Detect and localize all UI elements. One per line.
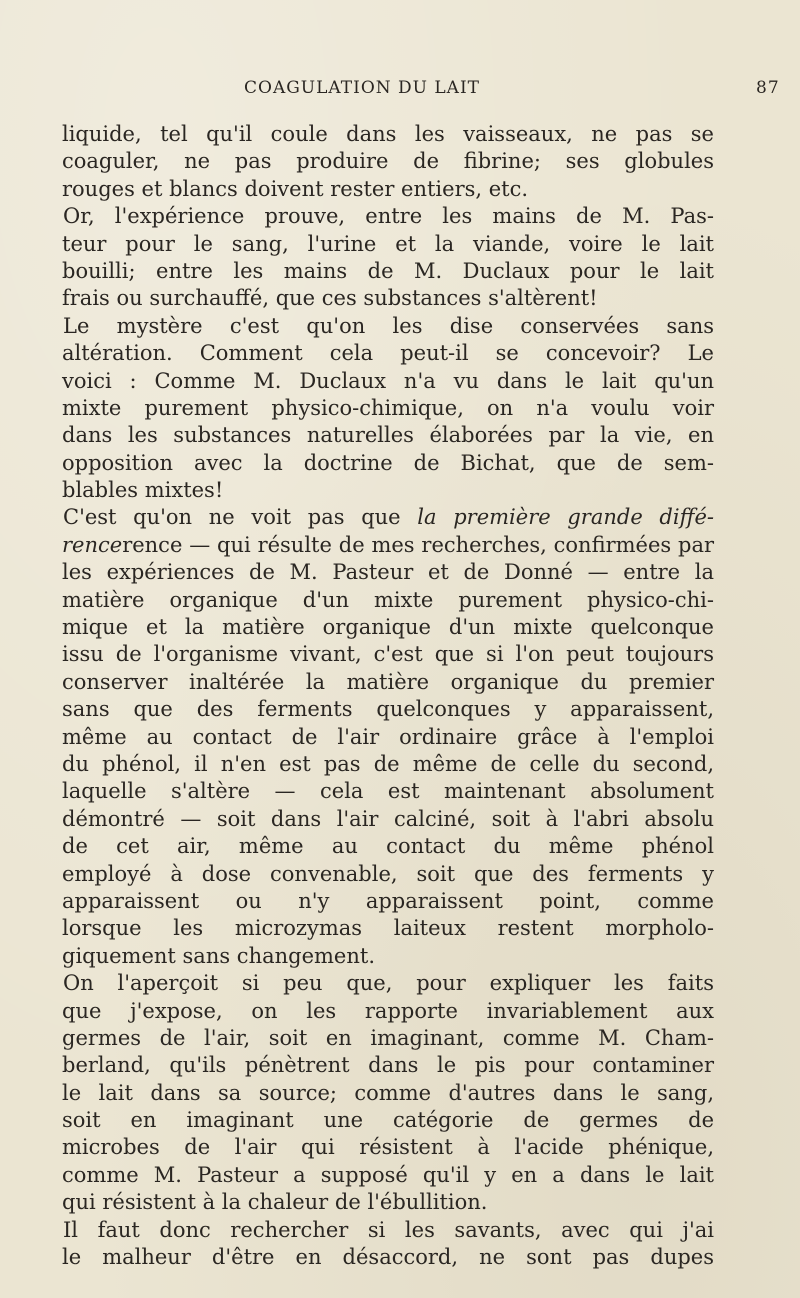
running-head-title: COAGULATION DU LAIT [244, 78, 481, 98]
italic-phrase: la première grande diffé- [417, 505, 714, 530]
page-number: 87 [756, 78, 780, 98]
text-line: coaguler, ne pas produire de fibrine; ses globules [62, 149, 714, 174]
text-line-with-italic [62, 504, 714, 531]
text-line: du phénol, il n'en est pas de même de celle du second, [62, 751, 714, 776]
text-line: apparaissent ou n'y apparaissent point, comme [62, 888, 714, 913]
text-line: bouilli; entre les mains de M. Duclaux pour le lait [62, 258, 714, 283]
text-line: comme M. Pasteur a supposé qu'il y en a dans le lait [62, 1162, 714, 1187]
text-line: berland, qu'ils pénètrent dans le pis pour contaminer [62, 1053, 714, 1078]
text-line: frais ou surchauffé, que ces substances s'altèrent! [62, 286, 598, 311]
text-line: Or, l'expérience prouve, entre les mains de M. Pas- [63, 204, 714, 229]
text-line: Le mystère c'est qu'on les dise conservées sans [63, 313, 714, 338]
text-line: qui résistent à la chaleur de l'ébullition. [62, 1190, 488, 1215]
text-line: rouges et blancs doivent rester entiers, etc. [62, 176, 529, 201]
text-line: mique et la matière organique d'un mixte quelconque [62, 615, 714, 640]
text-line: employé à dose convenable, soit que des ferments y [62, 861, 714, 886]
text-line: Il faut donc rechercher si les savants, avec qui j'ai [63, 1217, 714, 1242]
text-line: de cet air, même au contact du même phénol [62, 834, 714, 859]
text-line: voici : Comme M. Duclaux n'a vu dans le lait qu'un [62, 368, 714, 393]
italic-phrase: rence [62, 532, 123, 557]
text-line: opposition avec la doctrine de Bichat, que de sem- [62, 450, 714, 475]
text-line: le malheur d'être en désaccord, ne sont pas dupes [62, 1245, 714, 1270]
text-line: germes de l'air, soit en imaginant, comme M. Cham- [62, 1025, 714, 1050]
text-line: conserver inaltérée la matière organique du premier [62, 669, 714, 694]
text-line: liquide, tel qu'il coule dans les vaisseaux, ne pas se [62, 122, 714, 146]
text-line: matière organique d'un mixte purement physico-chi- [62, 587, 714, 612]
text-line: soit en imaginant une catégorie de germes de [62, 1108, 714, 1133]
text-line: que j'expose, on les rapporte invariablement aux [62, 998, 714, 1023]
text-line: le lait dans sa source; comme d'autres dans le sang, [62, 1080, 714, 1105]
text-line: même au contact de l'air ordinaire grâce à l'emploi [62, 724, 714, 749]
text-line: blables mixtes! [62, 478, 224, 503]
text-line-with-italic [62, 532, 714, 559]
text-segment: C'est qu'on ne voit pas que [63, 505, 418, 530]
text-line: On l'aperçoit si peu que, pour expliquer les faits [63, 971, 714, 996]
text-line: giquement sans changement. [62, 943, 375, 968]
running-head [0, 78, 800, 102]
text-line: issu de l'organisme vivant, c'est que si l'on peut toujours [62, 642, 714, 667]
text-line: lorsque les microzymas laiteux restent morpholo- [62, 916, 714, 941]
text-segment: rence — qui résulte de mes recherches, confirmées par [122, 532, 714, 557]
text-line: microbes de l'air qui résistent à l'acide phénique, [62, 1135, 714, 1160]
text-line: laquelle s'altère — cela est maintenant absolument [62, 779, 714, 804]
text-line: mixte purement physico-chimique, on n'a voulu voir [62, 395, 714, 420]
body-text [62, 121, 714, 1271]
text-line: démontré — soit dans l'air calciné, soit à l'abri absolu [62, 806, 714, 831]
text-line: les expériences de M. Pasteur et de Donné — entre la [62, 560, 714, 585]
text-line: sans que des ferments quelconques y apparaissent, [62, 697, 714, 722]
text-line: dans les substances naturelles élaborées par la vie, en [62, 423, 714, 448]
text-line: teur pour le sang, l'urine et la viande, voire le lait [62, 231, 714, 256]
text-line: altération. Comment cela peut-il se concevoir? Le [62, 341, 714, 366]
